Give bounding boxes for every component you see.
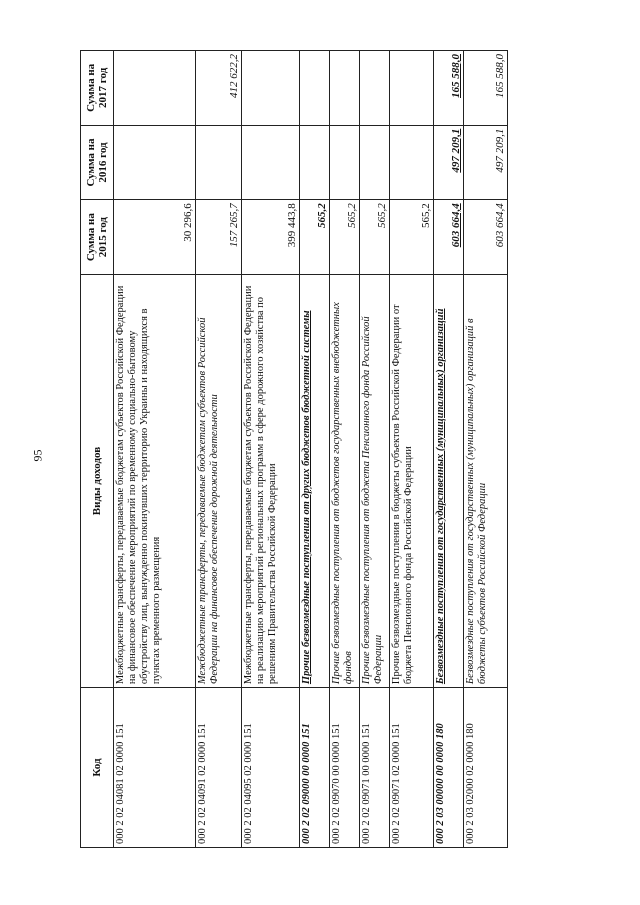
row-code: 000 2 02 09071 02 0000 151 bbox=[390, 688, 434, 848]
header-2017: Сумма на 2017 год bbox=[81, 51, 114, 126]
table-row bbox=[300, 51, 330, 848]
header-type: Виды доходов bbox=[81, 274, 114, 687]
row-2016 bbox=[242, 125, 300, 200]
row-desc: Прочие безвозмездные поступления в бюджеты субъектов Российской Федерации от бюджета Пенсионного фонда Российской Федерации bbox=[390, 274, 434, 687]
row-2017: 165 588,0 bbox=[464, 51, 508, 126]
row-2015: 565,2 bbox=[360, 200, 390, 275]
header-code: Код bbox=[81, 688, 114, 848]
row-2016 bbox=[196, 125, 242, 200]
row-2017 bbox=[114, 51, 196, 126]
table-header-row bbox=[81, 51, 114, 848]
row-2017 bbox=[360, 51, 390, 126]
row-code: 000 2 02 09071 00 0000 151 bbox=[360, 688, 390, 848]
row-2015: 603 664,4 bbox=[464, 200, 508, 275]
row-2015: 157 265,7 bbox=[196, 200, 242, 275]
row-desc: Межбюджетные трансферты, передаваемые бюджетам субъектов Российской Федерации на финансовое обеспечение мероприятий по временному социально-бытовому обустройству лиц, вынужденно покинувших территорию Украины и находящихся в пунктах временного размещения bbox=[114, 274, 196, 687]
row-2016 bbox=[300, 125, 330, 200]
row-desc: Безвозмездные поступления от государственных (муниципальных) организаций в бюджеты субъектов Российской Федерации bbox=[464, 274, 508, 687]
row-2016: 497 209,1 bbox=[434, 125, 464, 200]
table-row bbox=[242, 51, 300, 848]
row-desc: Прочие безвозмездные поступления от других бюджетов бюджетной системы bbox=[300, 274, 330, 687]
row-2016: 497 209,1 bbox=[464, 125, 508, 200]
row-2016 bbox=[330, 125, 360, 200]
table-row bbox=[330, 51, 360, 848]
income-table bbox=[80, 50, 508, 848]
row-desc: Межбюджетные трансферты, передаваемые бюджетам субъектов Российской Федерации на финансовое обеспечение дорожной деятельности bbox=[196, 274, 242, 687]
row-2017 bbox=[390, 51, 434, 126]
row-2016 bbox=[114, 125, 196, 200]
table-row bbox=[390, 51, 434, 848]
row-desc: Межбюджетные трансферты, передаваемые бюджетам субъектов Российской Федерации на реализацию мероприятий региональных программ в сфере дорожного хозяйства по решениям Правительства Российской Федерации bbox=[242, 274, 300, 687]
table-row bbox=[464, 51, 508, 848]
row-2015: 399 443,8 bbox=[242, 200, 300, 275]
row-desc: Прочие безвозмездные поступления от бюджета Пенсионного фонда Российской Федерации bbox=[360, 274, 390, 687]
row-2017 bbox=[330, 51, 360, 126]
row-2015: 565,2 bbox=[300, 200, 330, 275]
page-number: 95 bbox=[30, 449, 45, 462]
row-code: 000 2 03 00000 00 0000 180 bbox=[434, 688, 464, 848]
row-2017: 412 622,2 bbox=[196, 51, 242, 126]
row-code: 000 2 02 04081 02 0000 151 bbox=[114, 688, 196, 848]
row-2017: 165 588,0 bbox=[434, 51, 464, 126]
table-row bbox=[434, 51, 464, 848]
row-2017 bbox=[242, 51, 300, 126]
row-desc: Прочие безвозмездные поступления от бюджетов государственных внебюджетных фондов bbox=[330, 274, 360, 687]
row-2015: 30 296,6 bbox=[114, 200, 196, 275]
row-code: 000 2 02 04095 02 0000 151 bbox=[242, 688, 300, 848]
row-desc: Безвозмездные поступления от государственных (муниципальных) организаций bbox=[434, 274, 464, 687]
row-code: 000 2 02 09070 00 0000 151 bbox=[330, 688, 360, 848]
table-row bbox=[114, 51, 196, 848]
row-code: 000 2 02 09000 00 0000 151 bbox=[300, 688, 330, 848]
table-row bbox=[360, 51, 390, 848]
header-2015: Сумма на 2015 год bbox=[81, 200, 114, 275]
row-code: 000 2 02 04091 02 0000 151 bbox=[196, 688, 242, 848]
row-2015: 565,2 bbox=[330, 200, 360, 275]
row-2015: 565,2 bbox=[390, 200, 434, 275]
row-2016 bbox=[390, 125, 434, 200]
rotated-table-container bbox=[80, 50, 508, 848]
row-2016 bbox=[360, 125, 390, 200]
row-2015: 603 664,4 bbox=[434, 200, 464, 275]
row-code: 000 2 03 02000 02 0000 180 bbox=[464, 688, 508, 848]
header-2016: Сумма на 2016 год bbox=[81, 125, 114, 200]
table-row bbox=[196, 51, 242, 848]
row-2017 bbox=[300, 51, 330, 126]
